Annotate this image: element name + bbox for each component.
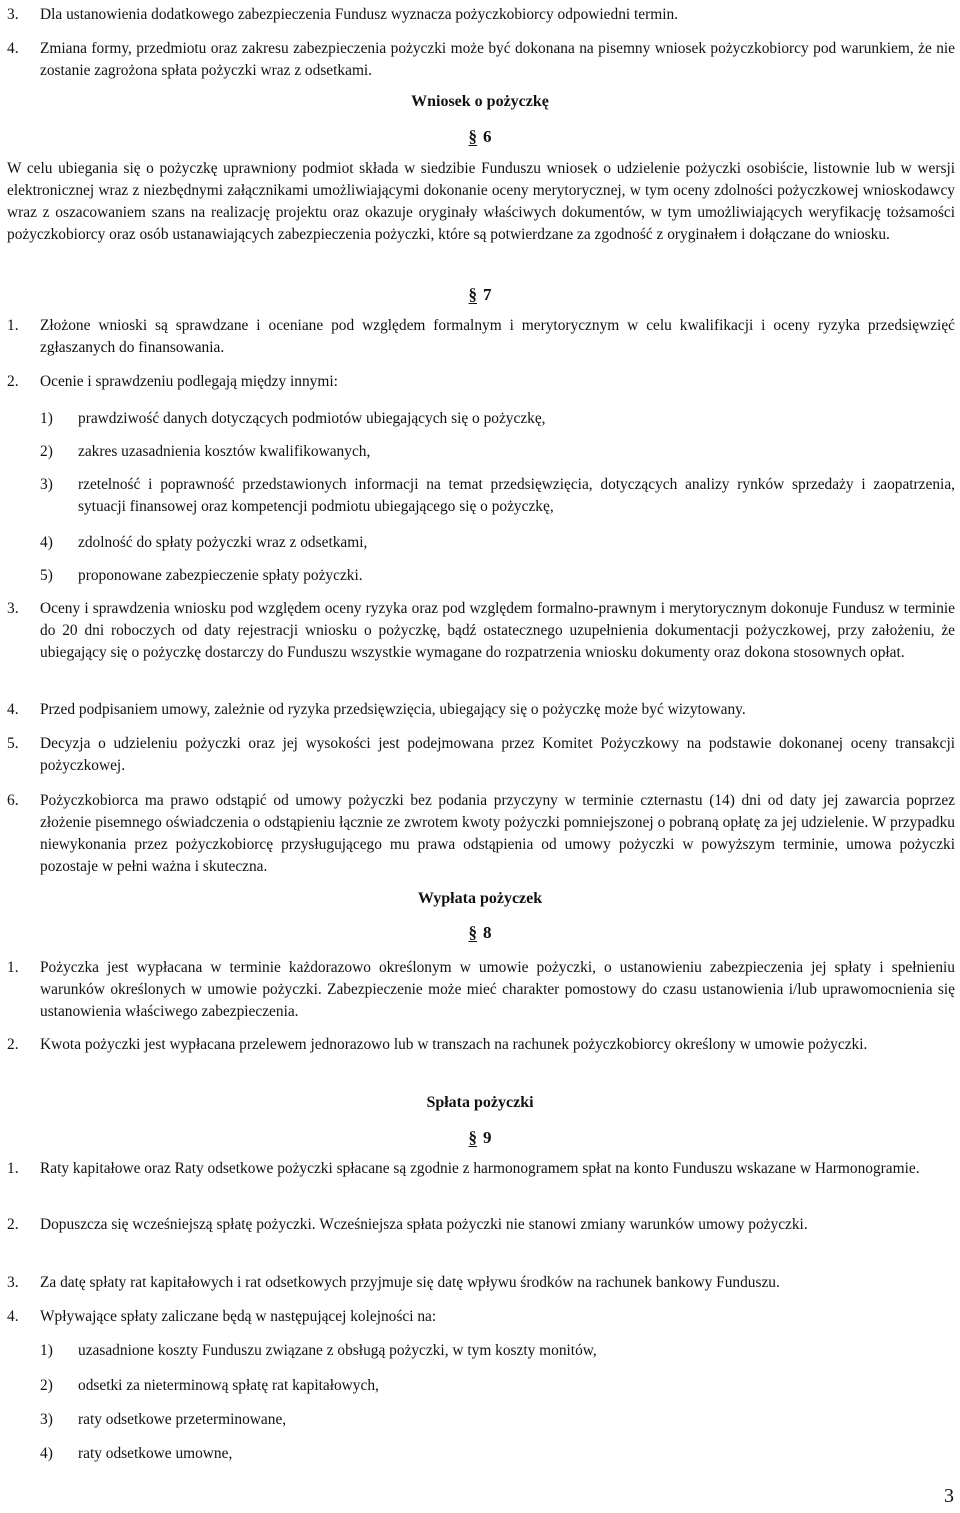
list-item xyxy=(7,699,955,721)
item-number: 3. xyxy=(7,600,19,617)
sub-item-text: uzasadnione koszty Funduszu związane z obsługą pożyczki, w tym koszty monitów, xyxy=(78,1342,597,1359)
sub-item-number: 2) xyxy=(40,443,53,460)
list-item xyxy=(7,4,955,26)
item-number: 4. xyxy=(7,40,19,57)
sub-list-item xyxy=(40,565,955,587)
paragraph-symbol: § xyxy=(468,923,477,942)
sub-item-number: 3) xyxy=(40,1411,53,1428)
item-text: Decyzja o udzieleniu pożyczki oraz jej wysokości jest podejmowana przez Komitet Pożyczkowy na podstawie dokonanej oceny transakcji pożyczkowej. xyxy=(40,735,955,774)
item-text: Za datę spłaty rat kapitałowych i rat odsetkowych przyjmuje się datę wpływu środków na rachunek bankowy Funduszu. xyxy=(40,1274,780,1291)
sub-item-text: proponowane zabezpieczenie spłaty pożyczki. xyxy=(78,567,363,584)
list-item xyxy=(7,1306,955,1328)
sub-item-number: 2) xyxy=(40,1377,53,1394)
section-number-value: 6 xyxy=(483,127,492,146)
list-item xyxy=(7,733,955,777)
sub-list-item xyxy=(40,1409,955,1431)
section-number-value: 8 xyxy=(483,923,492,942)
item-number: 5. xyxy=(7,735,19,752)
section-number xyxy=(0,284,960,306)
sub-list-item xyxy=(40,1443,955,1465)
sub-item-text: zakres uzasadnienia kosztów kwalifikowanych, xyxy=(78,443,371,460)
item-number: 2. xyxy=(7,373,19,390)
item-text: Złożone wnioski są sprawdzane i oceniane pod względem formalnym i merytorycznym w celu kwalifikacji i oceny ryzyka przedsięwzięć zgłaszanych do finansowania. xyxy=(40,317,955,356)
list-item xyxy=(7,957,955,1023)
sub-list-item xyxy=(40,532,955,554)
paragraph-symbol: § xyxy=(468,1128,477,1147)
sub-item-text: odsetki za nieterminową spłatę rat kapitałowych, xyxy=(78,1377,379,1394)
section-number xyxy=(0,1127,960,1149)
item-text: Dla ustanowienia dodatkowego zabezpieczenia Fundusz wyznacza pożyczkobiorcy odpowiedni termin. xyxy=(40,6,679,23)
item-number: 2. xyxy=(7,1216,19,1233)
paragraph-symbol: § xyxy=(468,127,477,146)
section-number xyxy=(0,922,960,944)
sub-item-text: rzetelność i poprawność przedstawionych informacji na temat przedsięwzięcia, dotyczących analizy rynków sprzedaży i zaopatrzenia, sytuacji finansowej oraz kompetencji podmiotu ubiegającego się o pożyczkę, xyxy=(78,476,955,515)
list-item xyxy=(7,790,955,878)
section-heading: Wniosek o pożyczkę xyxy=(411,93,549,110)
section-number xyxy=(0,126,960,148)
item-number: 1. xyxy=(7,959,19,976)
sub-item-number: 3) xyxy=(40,476,53,493)
list-item xyxy=(7,1158,955,1180)
list-item xyxy=(7,315,955,359)
sub-list-item xyxy=(40,474,955,518)
sub-list-item xyxy=(40,441,955,463)
item-number: 2. xyxy=(7,1036,19,1053)
item-text: Ocenie i sprawdzeniu podlegają między innymi: xyxy=(40,373,338,390)
item-text: Pożyczkobiorca ma prawo odstąpić od umowy pożyczki bez podania przyczyny w terminie czternastu (14) dni od daty jej zawarcia poprzez złożenie pisemnego oświadczenia o odstąpieniu łącznie ze zwrotem kwoty pożyczki pomniejszonej o pobraną opłatę za jej udzielenie. W przypadku niewykonania przez pożyczkobiorcę przysługującego mu prawa odstąpienia od umowy pożyczki w powyższym terminie, umowa pożyczki pozostaje w pełni ważna i skuteczna. xyxy=(40,792,955,875)
item-text: Zmiana formy, przedmiotu oraz zakresu zabezpieczenia pożyczki może być dokonana na pisemny wniosek pożyczkobiorcy pod warunkiem, że nie zostanie zagrożona spłata pożyczki wraz z odsetkami. xyxy=(40,40,955,79)
sub-item-number: 4) xyxy=(40,1445,53,1462)
item-text: Dopuszcza się wcześniejszą spłatę pożyczki. Wcześniejsza spłata pożyczki nie stanowi zmiany warunków umowy pożyczki. xyxy=(40,1216,808,1233)
list-item xyxy=(7,1034,955,1056)
item-text: Oceny i sprawdzenia wniosku pod względem oceny ryzyka oraz pod względem formalno-prawnym i merytorycznym dokonuje Fundusz w terminie do 20 dni roboczych od daty rejestracji wniosku o pożyczkę, bądź ostatecznego uzupełnienia dokumentacji pożyczkowej, przy założeniu, że ubiegający się o pożyczkę dostarczy do Funduszu wszystkie wymagane do rozpatrzenia wniosku dokumenty oraz dokona stosownych opłat. xyxy=(40,600,955,661)
item-number: 1. xyxy=(7,317,19,334)
sub-list-item xyxy=(40,408,955,430)
sub-item-text: raty odsetkowe umowne, xyxy=(78,1445,233,1462)
page-number: 3 xyxy=(944,1485,954,1507)
item-text: Przed podpisaniem umowy, zależnie od ryzyka przedsięwzięcia, ubiegający się o pożyczkę może być wizytowany. xyxy=(40,701,746,718)
section-number-value: 7 xyxy=(483,285,492,304)
sub-list-item xyxy=(40,1340,955,1362)
list-item xyxy=(7,371,955,393)
section-heading: Spłata pożyczki xyxy=(426,1094,534,1111)
item-text: Kwota pożyczki jest wypłacana przelewem jednorazowo lub w transzach na rachunek pożyczkobiorcy określony w umowie pożyczki. xyxy=(40,1036,868,1053)
sub-item-text: prawdziwość danych dotyczących podmiotów ubiegających się o pożyczkę, xyxy=(78,410,546,427)
item-number: 3. xyxy=(7,6,19,23)
sub-item-number: 5) xyxy=(40,567,53,584)
item-number: 3. xyxy=(7,1274,19,1291)
item-number: 4. xyxy=(7,701,19,718)
item-text: Raty kapitałowe oraz Raty odsetkowe pożyczki spłacane są zgodnie z harmonogramem spłat na konto Funduszu wskazane w Harmonogramie. xyxy=(40,1160,920,1177)
list-item xyxy=(7,1214,955,1236)
list-item xyxy=(7,598,955,664)
item-number: 1. xyxy=(7,1160,19,1177)
sub-item-number: 1) xyxy=(40,1342,53,1359)
sub-item-number: 1) xyxy=(40,410,53,427)
sub-item-text: zdolność do spłaty pożyczki wraz z odsetkami, xyxy=(78,534,368,551)
paragraph-symbol: § xyxy=(468,285,477,304)
section-paragraph: W celu ubiegania się o pożyczkę uprawniony podmiot składa w siedzibie Funduszu wniosek o udzielenie pożyczki osobiście, listownie lub w wersji elektronicznej wraz z niezbędnymi załącznikami umożliwiającymi dokonanie oceny merytorycznej, w tym oceny zdolności pożyczkowej wnioskodawcy wraz z oszacowaniem szans na realizację projektu oraz okazuje oryginały właściwych dokumentów, w tym umożliwiających weryfikację tożsamości pożyczkobiorcy oraz osób ustanawiających zabezpieczenia pożyczki, które są potwierdzane za zgodność z oryginałem i dołączane do wniosku. xyxy=(7,160,955,243)
section-number-value: 9 xyxy=(483,1128,492,1147)
sub-item-number: 4) xyxy=(40,534,53,551)
sub-list-item xyxy=(40,1375,955,1397)
item-text: Wpływające spłaty zaliczane będą w następującej kolejności na: xyxy=(40,1308,437,1325)
list-item xyxy=(7,38,955,82)
item-number: 4. xyxy=(7,1308,19,1325)
list-item xyxy=(7,1272,955,1294)
sub-item-text: raty odsetkowe przeterminowane, xyxy=(78,1411,287,1428)
section-heading: Wypłata pożyczek xyxy=(417,890,543,907)
item-number: 6. xyxy=(7,792,19,809)
item-text: Pożyczka jest wypłacana w terminie każdorazowo określonym w umowie pożyczki, o ustanowieniu zabezpieczenia jej spłaty i spełnieniu warunków określonych w umowie pożyczki. Zabezpieczenie może mieć charakter pomostowy do czasu ustanowienia i/lub uprawomocnienia się ustanowienia właściwego zabezpieczenia. xyxy=(40,959,955,1020)
